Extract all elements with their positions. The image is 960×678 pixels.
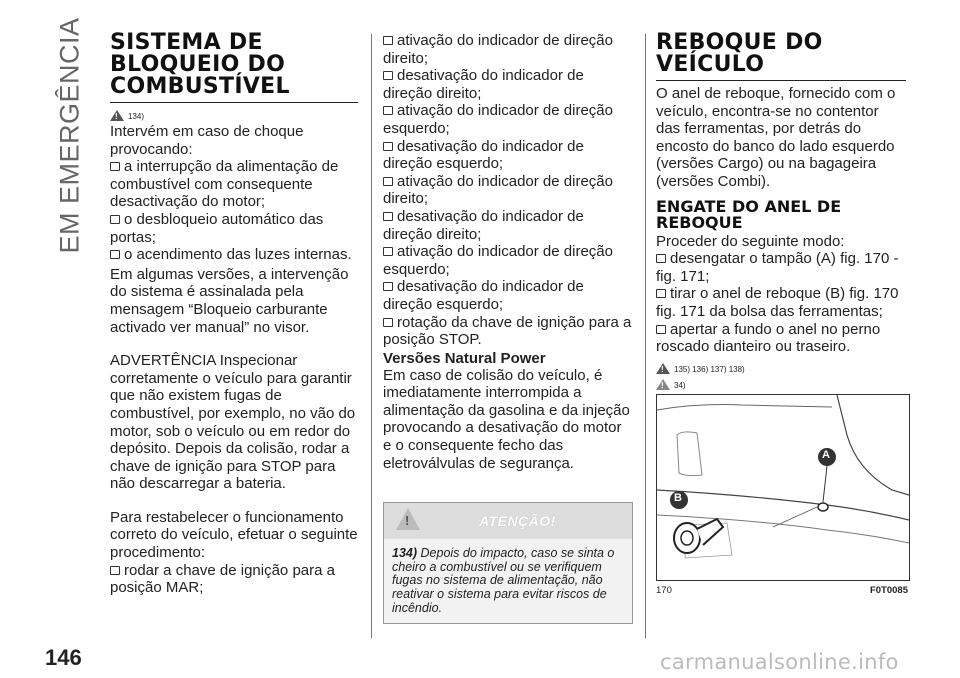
- list-item: tirar o anel de reboque (B) fig. 170 fig. 171 da bolsa das ferramentas;: [656, 285, 899, 320]
- column-divider: [371, 34, 372, 638]
- bullet-box-icon: [656, 325, 666, 334]
- list-item: ativação do indicador de direção direito;: [383, 172, 613, 208]
- warning-triangle-icon: [396, 508, 420, 530]
- towing-title: REBOQUE DO VEÍCULO: [656, 30, 823, 77]
- label-a: A: [822, 448, 830, 461]
- bullet-box-icon: [383, 177, 393, 186]
- figure-caption: [656, 585, 908, 596]
- warning-ref[interactable]: [110, 107, 358, 121]
- list-item: ativação do indicador de direção esquerdo;: [383, 102, 613, 137]
- paragraph-message: Em algumas versões, a intervenção do sistema é assinalada pela mensagem “Bloqueio carburante activado ver manual” no visor.: [110, 265, 349, 336]
- tow-intro: Proceder do seguinte modo:: [656, 232, 845, 250]
- fuel-block-title: SISTEMA DE BLOQUEIO DO COMBUSTÍVEL: [110, 30, 290, 99]
- figure-170: [656, 394, 910, 581]
- paragraph-advertencia: ADVERTÊNCIA Inspecionar corretamente o veículo para garantir que não existem fugas de combustível, por exemplo, no vão do motor, sob o veículo ou em redor do depósito. Depois da colisão, rodar a chave de ignição para STOP para não descarregar a bateria.: [110, 352, 356, 493]
- bullet-box-icon: [383, 247, 393, 256]
- warning-text: Depois do impacto, caso se sinta o cheiro a combustível ou se verifiquem fugas no sistema de alimentação, não reativar o sistema para evitar riscos de incêndio.: [392, 546, 615, 615]
- list-item: rodar a chave de ignição para a posição MAR;: [110, 561, 335, 597]
- list-item: desativação do indicador de direção direito;: [383, 67, 584, 102]
- list-item: desativação do indicador de direção esquerdo;: [383, 137, 584, 173]
- ref-number: 134): [128, 112, 145, 121]
- list-item: apertar a fundo o anel no perno roscado dianteiro ou traseiro.: [656, 320, 881, 356]
- list-item: ativação do indicador de direção esquerdo;: [383, 243, 613, 278]
- ref-numbers: 34): [674, 380, 686, 390]
- bullet-box-icon: [110, 566, 120, 575]
- heading-wrap: [656, 32, 906, 81]
- warning-number: 134): [392, 546, 418, 561]
- list-item: o acendimento das luzes internas.: [110, 246, 358, 264]
- ref-numbers: 135) 136) 137) 138): [674, 364, 745, 374]
- bullet-box-icon: [383, 106, 393, 115]
- heading-wrap: [110, 32, 358, 103]
- bullet-box-icon: [383, 36, 393, 45]
- warning-refs[interactable]: [656, 360, 906, 374]
- bullet-box-icon: [656, 254, 666, 263]
- intro-text: Intervém em caso de choque provocando:: [110, 123, 304, 158]
- list-item: desengatar o tampão (A) fig. 170 - fig. 171;: [656, 250, 899, 285]
- tow-ring-subtitle: ENGATE DO ANEL DE REBOQUE: [656, 196, 842, 232]
- bullet-box-icon: [383, 212, 393, 221]
- bullet-box-icon: [110, 215, 120, 224]
- section-sidebar: [52, 17, 92, 288]
- natural-power-text: Em caso de colisão do veículo, é imediatamente interrompida a alimentação da gasolina e da injeção provocando a desativação do motor e o consequente fecho das eletroválvulas de segurança.: [383, 366, 630, 472]
- bullet-box-icon: [110, 162, 120, 171]
- warning-header: [384, 503, 632, 539]
- paragraph-restore: Para restabelecer o funcionamento correto do veículo, efetuar o seguinte procedimento:: [110, 508, 358, 562]
- bullet-box-icon: [383, 142, 393, 151]
- label-b: B: [674, 491, 682, 504]
- warning-box: [383, 502, 633, 624]
- caution-triangle-icon: [656, 379, 670, 390]
- towing-text: O anel de reboque, fornecido com o veículo, encontra-se no contentor das ferramentas, por detrás do encosto do banco do lado esquerdo (versões Cargo) ou na bagageira (versões Combi).: [656, 85, 896, 190]
- page-number: 146: [45, 645, 82, 670]
- figure-number: 170: [656, 584, 672, 596]
- list-item: desativação do indicador de direção esquerdo;: [383, 278, 584, 313]
- natural-power-subtitle: Versões Natural Power: [383, 349, 546, 367]
- warning-triangle-icon: [656, 363, 670, 374]
- bullet-box-icon: [656, 289, 666, 298]
- bullet-box-icon: [383, 282, 393, 291]
- warning-title: ATENÇÃO!: [479, 513, 556, 530]
- list-item: desativação do indicador de direção direito;: [383, 207, 584, 243]
- caution-refs[interactable]: [656, 376, 906, 390]
- column-divider: [645, 34, 646, 638]
- column-towing: [656, 32, 906, 596]
- bullet-box-icon: [110, 250, 120, 259]
- figure-code: F0T0085: [869, 584, 908, 596]
- warning-triangle-icon: [110, 110, 124, 121]
- site-watermark[interactable]: carmanualsonline.info: [660, 650, 899, 674]
- tow-ring-illustration: [657, 395, 909, 580]
- column-procedure: [383, 32, 633, 624]
- column-fuel-block: [110, 32, 358, 597]
- section-title: EM EMERGÊNCIA: [54, 17, 85, 254]
- bullet-box-icon: [383, 318, 393, 327]
- bullet-box-icon: [383, 71, 393, 80]
- list-item: rotação da chave de ignição para a posição STOP.: [383, 313, 632, 349]
- warning-body: [384, 539, 632, 623]
- list-item: a interrupção da alimentação de combustível com consequente desactivação do motor;: [110, 158, 339, 211]
- list-item: o desbloqueio automático das portas;: [110, 210, 324, 246]
- list-item: ativação do indicador de direção direito;: [383, 32, 613, 67]
